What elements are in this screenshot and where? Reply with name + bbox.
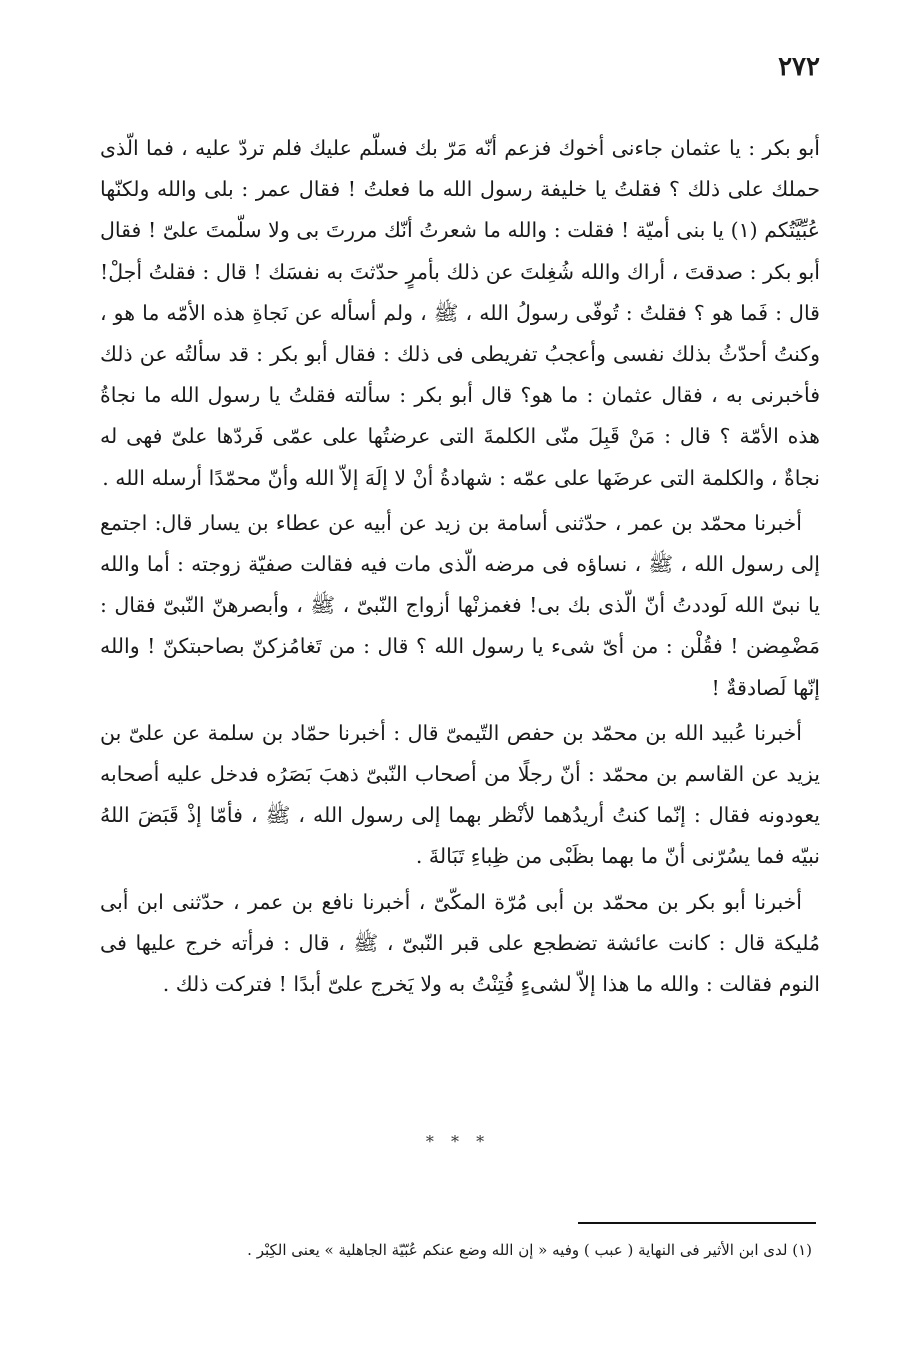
footnote-divider [578, 1222, 816, 1224]
footnote: (١) لدى ابن الأثير فى النهاية ( عبب ) وفيه « إن الله وضع عنكم عُبّيّة الجاهلية » يعنى الكِبْر . [247, 1241, 812, 1259]
page-number: ٢٧٢ [778, 52, 820, 82]
section-separator: * * * [425, 1132, 491, 1151]
paragraph-abu-bakr-uthman: أبو بكر : يا عثمان جاءنى أخوك فزعم أنّه مَرّ بك فسلّم عليك فلم تردّ عليه ، فما الّذى حملك على ذلك ؟ فقلتُ يا خليفة رسول الله ما فعلتُ ! فقال عمر : بلى والله ولكنّها عُبِّيَّتُكم (١) يا بنى أميّة ! فقلت : والله ما شعرتُ أنّك مررتَ بى ولا سلّمتَ علىّ ! فقال أبو بكر : صدقتَ ، أراك والله شُغِلتَ عن ذلك بأمرٍ حدّثتَ به نفسَك ! قال : فقلتُ أجلْ! قال : فَما هو ؟ فقلتُ : تُوفّى رسولُ الله ، ﷺ ، ولم أسأله عن نَجاةِ هذه الأمّه ما هو ، وكنتُ أحدّثُ بذلك نفسى وأعجبُ تفريطى فى ذلك : فقال أبو بكر : قد سألتُه عن ذلك فأخبرنى به ، فقال عثمان : ما هو؟ قال أبو بكر : سألته فقلتُ يا رسول الله ما نجاةُ هذه الأمّة ؟ قال : مَنْ قَبِلَ منّى الكلمةَ التى عرضتُها على عمّى فَردّها علىّ فهى له نجاةٌ ، والكلمة التى عرضَها على عمّه : شهادةُ أنْ لا إلَهَ إلاّ الله وأنّ محمّدًا أرسله الله . [100, 136, 820, 490]
paragraph-aisha-grave: أخبرنا أبو بكر بن محمّد بن أبى مُرّة المكّىّ ، أخبرنا نافع بن عمر ، حدّثنى ابن أبى مُليكة قال : كانت عائشة تضطجع على قبر النّبىّ ، ﷺ ، قال : فرأته خرج عليها فى النوم فقالت : والله ما هذا إلاّ لشىءٍ فُتِنْتُ به ولا يَخرج علىّ أبدًا ! فتركت ذلك . [100, 889, 820, 997]
paragraph-blind-companion: أخبرنا عُبيد الله بن محمّد بن حفص التّيمىّ قال : أخبرنا حمّاد بن سلمة عن علىّ بن يزيد عن القاسم بن محمّد : أنّ رجلًا من أصحاب النّبىّ ذهبَ بَصَرُه فدخل عليه أصحابه يعودونه فقال : إنّما كنتُ أريدُهما لأنْظر بهما إلى رسول الله ، ﷺ ، فأمّا إذْ قَبَضَ اللهُ نبيّه فما يسُرّنى أنّ ما بهما بظَبْى من ظِباءِ تَبَالةَ . [100, 720, 820, 869]
paragraph-safiyya: أخبرنا محمّد بن عمر ، حدّثنى أسامة بن زيد عن أبيه عن عطاء بن يسار قال: اجتمع إلى رسول الله ، ﷺ ، نساؤه فى مرضه الّذى مات فيه فقالت صفيّة زوجته : أما والله يا نبىّ الله لَوددتُ أنّ الّذى بك بى! فغمزنْها أزواج النّبىّ ، ﷺ ، وأبصرهنّ النّبىّ فقال : مَضْمِضن ! فقُلْن : من أىّ شىء يا رسول الله ؟ قال : من تَغامُزكنّ بصاحبتكنّ ! والله إنّها لَصادقةٌ ! [100, 510, 820, 700]
main-text [100, 128, 820, 1009]
